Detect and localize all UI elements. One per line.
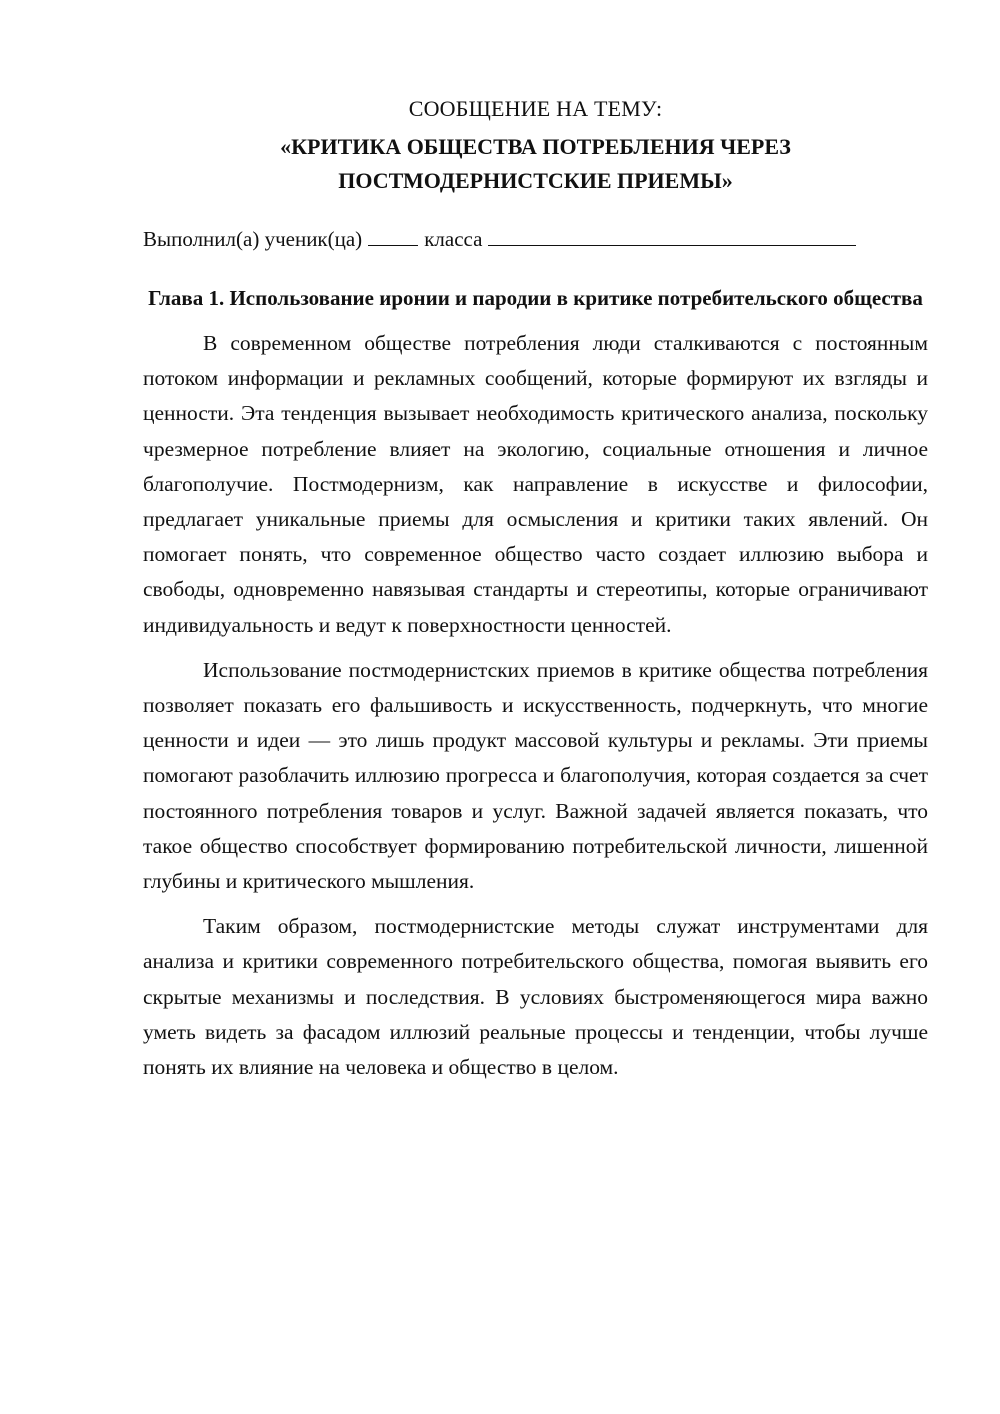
paragraph-3: Таким образом, постмодернистские методы служат инструментами для анализа и критики современного потребительского общества, помогая выявить его скрытые механизмы и последствия. В условиях быстроменяющегося мира важно уметь видеть за фасадом иллюзий реальные процессы и тенденции, чтобы лучше понять их влияние на человека и общество в целом. xyxy=(143,914,928,1080)
paragraph-2: Использование постмодернистских приемов в критике общества потребления позволяет показать его фальшивость и искусственность, подчеркнуть, что многие ценности и идеи — это лишь продукт массовой культуры и рекламы. Эти приемы помогают разоблачить иллюзию прогресса и благополучия, которая создается за счет постоянного потребления товаров и услуг. Важной задачей является показать, что такое общество способствует формированию потребительской личности, лишенной глубины и критического мышления. xyxy=(143,657,928,894)
document-title-line-2: ПОСТМОДЕРНИСТСКИЕ ПРИЕМЫ» xyxy=(338,168,733,193)
document-title xyxy=(143,130,928,198)
student-prefix: Выполнил(а) ученик(ца) xyxy=(143,227,363,251)
document-label: СООБЩЕНИЕ НА ТЕМУ: xyxy=(408,96,663,121)
class-number-blank xyxy=(368,225,418,246)
student-name-blank xyxy=(488,225,856,246)
chapter-title: Глава 1. Использование иронии и пародии в критике потребительского общества xyxy=(148,286,923,310)
paragraph-1: В современном обществе потребления люди сталкиваются с постоянным потоком информации и рекламных сообщений, которые формируют их взгляды и ценности. Эта тенденция вызывает необходимость критического анализа, поскольку чрезмерное потребление влияет на экологию, социальные отношения и личное благополучие. Постмодернизм, как направление в искусстве и философии, предлагает уникальные приемы для осмысления и критики таких явлений. Он помогает понять, что современное общество часто создает иллюзию выбора и свободы, одновременно навязывая стандарты и стереотипы, которые ограничивают индивидуальность и ведут к поверхностности ценностей. xyxy=(143,331,928,637)
document-page xyxy=(143,92,928,1085)
student-info-line xyxy=(143,224,928,254)
class-word: класса xyxy=(424,227,483,251)
document-title-line-1: «КРИТИКА ОБЩЕСТВА ПОТРЕБЛЕНИЯ ЧЕРЕЗ xyxy=(280,134,791,159)
